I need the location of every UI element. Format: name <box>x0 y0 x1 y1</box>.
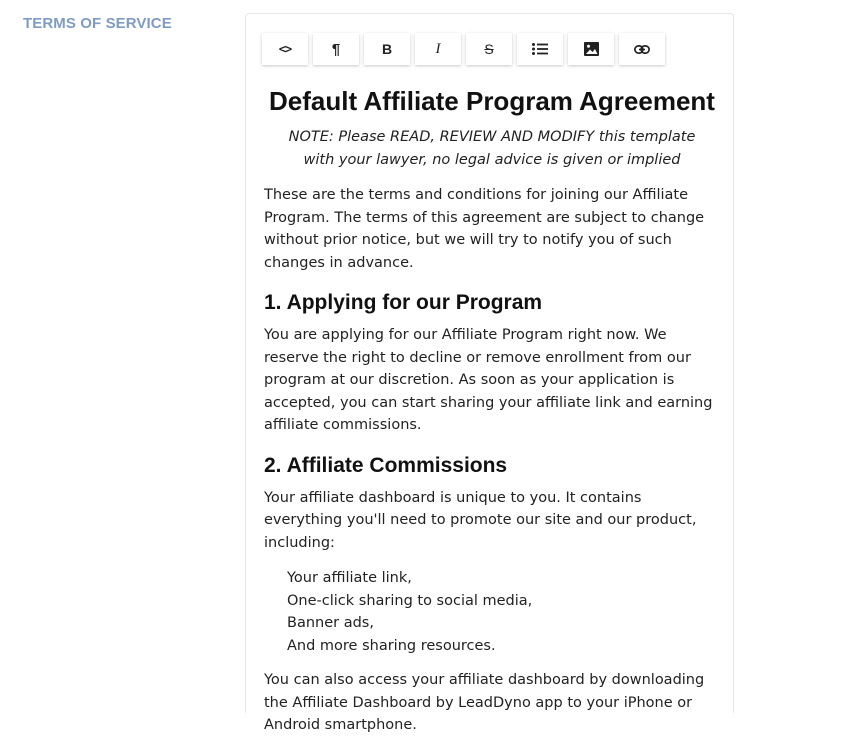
paragraph-icon: ¶ <box>331 40 341 58</box>
code-icon: <> <box>278 42 292 56</box>
section-body-applying: You are applying for our Affiliate Program right now. We reserve the right to decline or remove enrollment from our program at our discretion. As soon as your application is accepted, you can start sharing your affiliate link and earning affiliate commissions. <box>264 327 713 433</box>
section-heading-applying: 1. Applying for our Program <box>264 291 543 314</box>
bold-icon: B <box>381 41 393 57</box>
strikethrough-icon: S <box>484 41 494 57</box>
section-label: TERMS OF SERVICE <box>23 15 172 32</box>
list-item: And more sharing resources. <box>287 637 496 654</box>
bullet-list-icon <box>532 43 548 55</box>
paragraph-button[interactable] <box>313 33 359 65</box>
code-button[interactable] <box>262 33 308 65</box>
intro-paragraph: These are the terms and conditions for joining our Affiliate Program. The terms of this agreement are subject to change without prior notice, but we will try to notify you of such changes in advance. <box>264 187 705 271</box>
editor-content[interactable] <box>264 80 720 747</box>
bullet-list-button[interactable] <box>517 33 563 65</box>
section-body-commissions: Your affiliate dashboard is unique to you. It contains everything you'll need to promote our site and our product, including: <box>264 489 697 551</box>
image-icon <box>584 42 599 56</box>
image-button[interactable] <box>568 33 614 65</box>
italic-icon: I <box>435 40 441 57</box>
link-icon <box>634 45 650 54</box>
bold-button[interactable] <box>364 33 410 65</box>
section-after-commissions: You can also access your affiliate dashboard by downloading the Affiliate Dashboard by LeadDyno app to your iPhone or Android smartphone. <box>264 672 705 733</box>
list-item: Banner ads, <box>287 615 374 631</box>
section-heading-commissions: 2. Affiliate Commissions <box>264 453 508 477</box>
list-item: One-click sharing to social media, <box>287 592 533 609</box>
strikethrough-button[interactable] <box>466 33 512 65</box>
resources-list <box>264 567 720 657</box>
editor-toolbar <box>262 33 670 65</box>
italic-button[interactable] <box>415 33 461 65</box>
document-title: Default Affiliate Program Agreement <box>269 86 715 116</box>
list-item: Your affiliate link, <box>287 570 412 586</box>
link-button[interactable] <box>619 33 665 65</box>
rich-text-editor[interactable] <box>245 13 734 733</box>
disclaimer-note: NOTE: Please READ, REVIEW AND MODIFY this template with your lawyer, no legal advice is given or implied <box>288 129 696 168</box>
